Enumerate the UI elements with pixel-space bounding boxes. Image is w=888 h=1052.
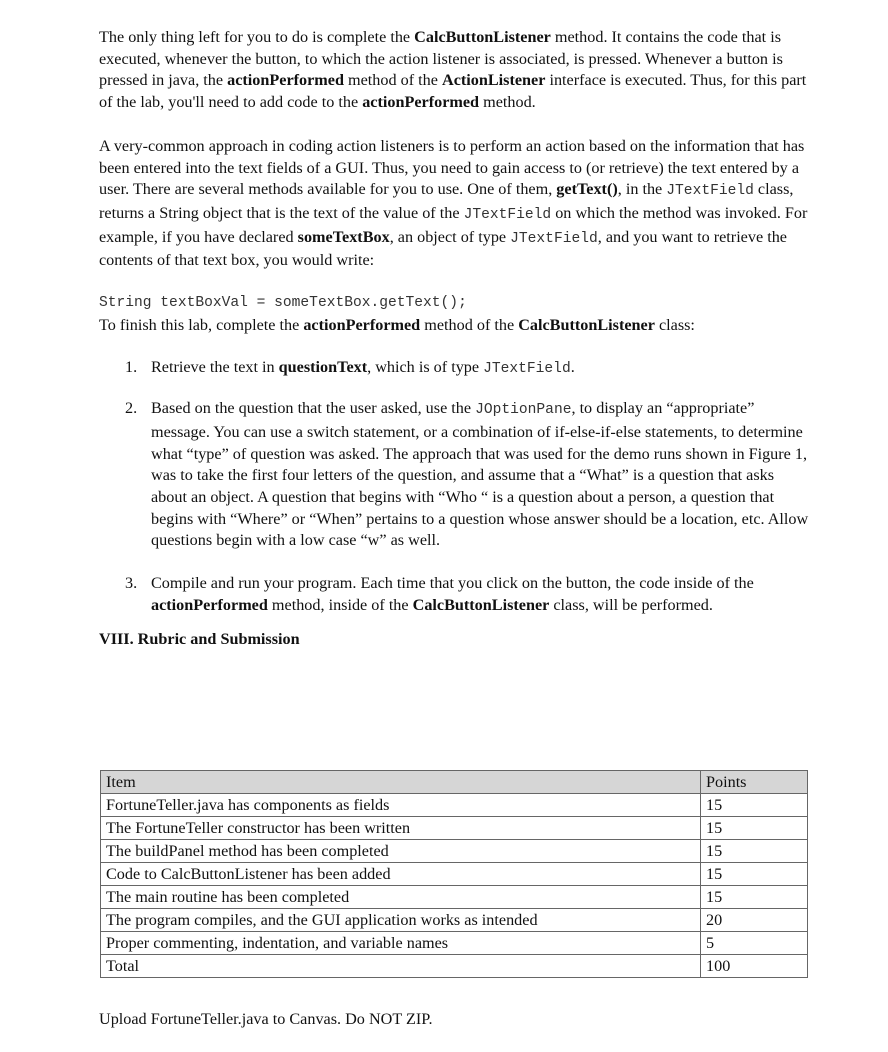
list-number: 2. <box>125 399 138 418</box>
rubric-points: 15 <box>701 817 808 840</box>
text-run: on which the method was invoked. For example, if you have declared <box>99 203 808 246</box>
rubric-points: 100 <box>701 955 808 978</box>
text-run: class: <box>654 315 695 334</box>
list-item <box>99 357 811 381</box>
submission-note: Upload FortuneTeller.java to Canvas. Do NOT ZIP. <box>99 1010 433 1028</box>
text-run: , an object of type <box>389 227 511 246</box>
gettext-paragraph <box>99 136 811 272</box>
bold-term: actionPerformed <box>227 71 344 90</box>
rubric-points: 20 <box>701 909 808 932</box>
rubric-item: The main routine has been completed <box>101 886 701 909</box>
intro-paragraph <box>99 27 811 114</box>
bold-term: actionPerformed <box>151 595 268 614</box>
bold-term: CalcButtonListener <box>414 28 551 46</box>
bold-term: questionText <box>278 358 368 377</box>
rubric-item: The buildPanel method has been completed <box>101 840 701 863</box>
finish-instruction <box>99 315 811 337</box>
table-row <box>101 794 808 817</box>
rubric-points: 15 <box>701 840 808 863</box>
section-heading: VIII. Rubric and Submission <box>99 630 300 649</box>
bold-term: getText() <box>556 180 618 199</box>
bold-term: CalcButtonListener <box>412 595 550 614</box>
step-list <box>99 357 811 616</box>
text-run: . <box>570 358 575 377</box>
text-run: Compile and run your program. Each time that you click on the button, the code inside of the <box>151 574 754 593</box>
table-header-row <box>101 771 808 794</box>
code-term: JOptionPane <box>475 402 572 419</box>
table-row <box>101 817 808 840</box>
code-term: JTextField <box>483 361 571 378</box>
list-item <box>99 398 811 552</box>
text-run: The only thing left for you to do is complete the <box>99 28 415 46</box>
text-run: class, returns a String object that is the text of the value of the <box>99 180 794 222</box>
list-number: 3. <box>125 574 138 593</box>
table-row <box>101 863 808 886</box>
text-run: Based on the question that the user asked, use the <box>151 399 476 418</box>
text-run: , to display an “appropriate” message. You can use a switch statement, or a combination of if-else-if-else statements, to determine what “type” of question was asked. The approach that was used for the demo runs shown in Figure 1, was to take the first four letters of the question, and assume that a “What” is a question that asks about an object. A question that begins with “Who “ is a question about a person, a question that begins with “Where” or “When” pertains to a question whose answer should be a location, etc. Allow questions begin with a low case “w” as well. <box>151 399 809 550</box>
rubric-item: The FortuneTeller constructor has been written <box>101 817 701 840</box>
code-term: JTextField <box>463 206 552 223</box>
rubric-item: Code to CalcButtonListener has been added <box>101 863 701 886</box>
text-run: method. <box>479 93 536 112</box>
rubric-points: 5 <box>701 932 808 955</box>
text-run: A very-common approach in coding action listeners is to perform an action based on the information that has been entered into the text fields of a GUI. Thus, you need to gain access to (or retrieve) the text entered by a user. There are several methods available for you to use. One of them, <box>99 136 805 199</box>
list-item <box>99 573 811 616</box>
document-body <box>99 27 811 651</box>
table-row-total <box>101 955 808 978</box>
text-run: method of the <box>420 315 519 334</box>
bold-term: actionPerformed <box>303 315 421 334</box>
bold-term: someTextBox <box>297 227 390 246</box>
text-run: , which is of type <box>367 358 484 377</box>
bold-term: actionPerformed <box>362 93 480 112</box>
rubric-table <box>100 770 808 978</box>
column-header-item: Item <box>101 771 701 794</box>
table-row <box>101 886 808 909</box>
text-run: To finish this lab, complete the <box>99 315 304 334</box>
text-run: method. It contains the code that is executed, whenever the button, to which the action listener is associated, is pressed. Whenever a button is pressed in java, the <box>99 28 783 90</box>
bold-term: ActionListener <box>442 71 546 90</box>
text-run: method, inside of the <box>267 595 413 614</box>
text-run: class, will be performed. <box>549 595 713 614</box>
bold-term: CalcButtonListener <box>518 315 655 334</box>
text-run: , and you want to retrieve the contents of that text box, you would write: <box>99 227 787 270</box>
rubric-points: 15 <box>701 794 808 817</box>
text-run: method of the <box>343 71 442 90</box>
rubric-points: 15 <box>701 863 808 886</box>
rubric-item: FortuneTeller.java has components as fields <box>101 794 701 817</box>
code-term: JTextField <box>510 230 598 247</box>
rubric-item: Proper commenting, indentation, and variable names <box>101 932 701 955</box>
code-term: JTextField <box>666 183 754 200</box>
table-row <box>101 932 808 955</box>
rubric-item: The program compiles, and the GUI application works as intended <box>101 909 701 932</box>
rubric-item: Total <box>101 955 701 978</box>
table-row <box>101 909 808 932</box>
table-row <box>101 840 808 863</box>
text-run: Retrieve the text in <box>151 358 279 377</box>
text-run: interface is executed. Thus, for this part of the lab, you'll need to add code to the <box>99 71 807 112</box>
column-header-points: Points <box>701 771 808 794</box>
code-example: String textBoxVal = someTextBox.getText(); <box>99 295 467 312</box>
rubric-points: 15 <box>701 886 808 909</box>
list-number: 1. <box>125 358 138 377</box>
text-run: , in the <box>617 180 667 199</box>
